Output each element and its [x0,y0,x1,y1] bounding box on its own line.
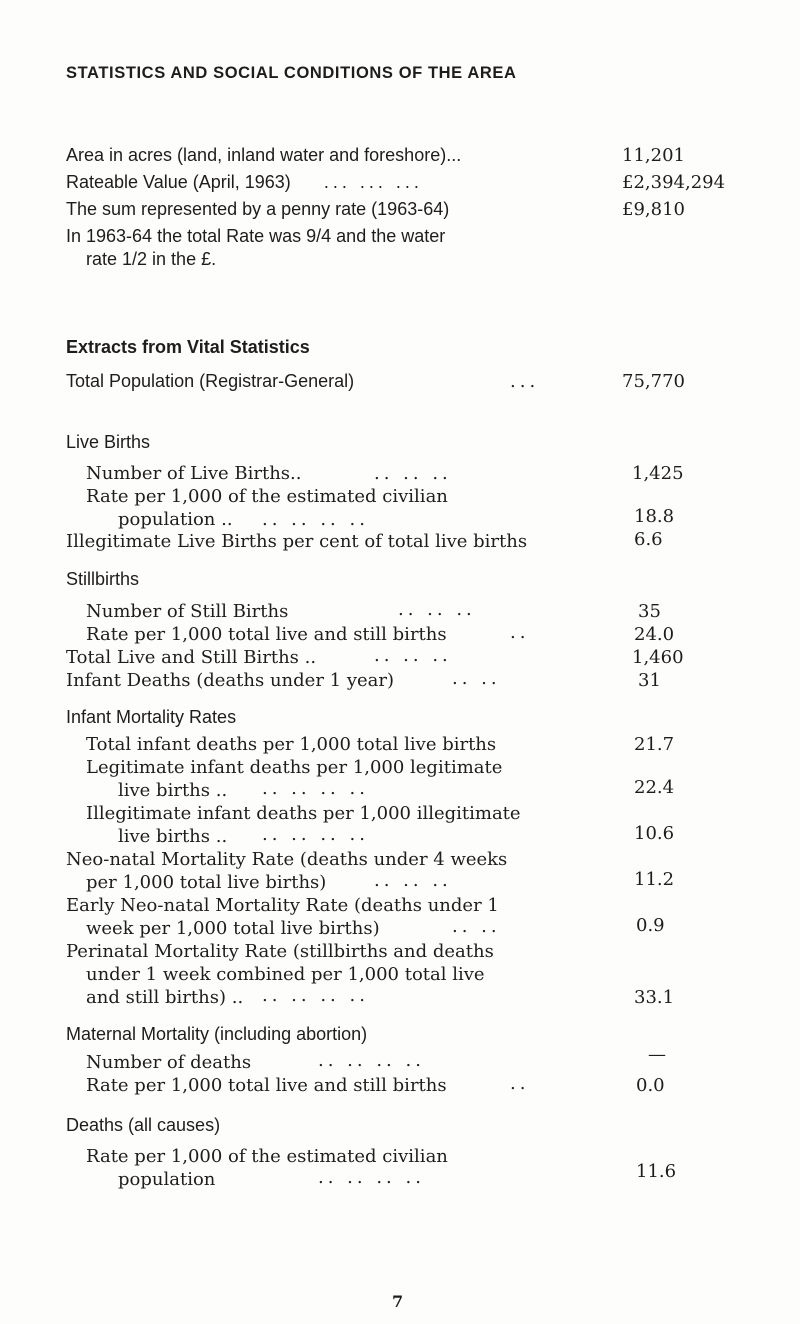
live-births-rate-dots: .. .. .. .. [262,509,369,530]
stillbirths-number-value: 35 [638,601,661,622]
area-row [66,144,461,167]
rateable-value-row [66,171,423,194]
early-neonatal-value: 0.9 [636,915,665,936]
maternal-number-label: Number of deaths [86,1052,252,1073]
infant-legit-line2: live births .. [118,780,228,801]
page-number: 7 [392,1292,404,1311]
live-births-rate-line2: population .. [118,509,233,530]
population-label: Total Population (Registrar-General) [66,371,355,391]
total-live-still-dots: .. .. .. [374,645,452,666]
penny-rate-label: The sum represented by a penny rate (1963-64) [66,199,450,219]
infant-illegit-line2: live births .. [118,826,228,847]
deaths-title: Deaths (all causes) [66,1115,221,1135]
neonatal-value: 11.2 [634,869,675,890]
page-heading: STATISTICS AND SOCIAL CONDITIONS OF THE AREA [66,64,517,82]
stillbirths-title: Stillbirths [66,569,140,589]
infant-illegit-dots: .. .. .. .. [262,824,369,845]
total-live-still-value: 1,460 [632,647,684,668]
infant-deaths-value: 31 [638,670,661,691]
perinatal-value: 33.1 [634,987,675,1008]
rateable-value-dots: ... ... ... [323,172,423,192]
maternal-rate-label: Rate per 1,000 total live and still births [86,1075,447,1096]
live-births-rate-value: 18.8 [634,506,675,527]
perinatal-line3: and still births) .. [86,987,244,1008]
deaths-rate-dots: .. .. .. .. [318,1167,425,1188]
live-births-title: Live Births [66,432,151,452]
maternal-mortality-title: Maternal Mortality (including abortion) [66,1024,368,1044]
maternal-number-dots: .. .. .. .. [318,1050,425,1071]
rateable-value-label: Rateable Value (April, 1963) [66,172,291,192]
infant-total-label: Total infant deaths per 1,000 total live births [86,734,497,755]
stillbirths-number-label: Number of Still Births [86,601,289,622]
rate-note-line1: In 1963-64 the total Rate was 9/4 and the water [66,226,446,246]
infant-illegit-line1: Illegitimate infant deaths per 1,000 illegitimate [86,803,521,824]
maternal-number-value: — [648,1044,666,1065]
stillbirths-rate-dots: .. [510,622,530,643]
neonatal-line1: Neo-natal Mortality Rate (deaths under 4 weeks [66,849,508,870]
illegitimate-births-label: Illegitimate Live Births per cent of total live births [66,531,528,552]
perinatal-line2: under 1 week combined per 1,000 total live [86,964,485,985]
live-births-number-dots: .. .. .. [374,463,452,484]
infant-deaths-dots: .. .. [452,668,501,689]
penny-rate-row [66,198,449,221]
neonatal-dots: .. .. .. [374,870,452,891]
vital-statistics-title: Extracts from Vital Statistics [66,337,310,357]
stillbirths-rate-value: 24.0 [634,624,675,645]
rate-note-line2: rate 1/2 in the £. [86,249,217,269]
area-value: 11,201 [622,145,685,166]
area-label: Area in acres (land, inland water and foreshore)... [66,145,462,165]
illegitimate-births-value: 6.6 [634,529,663,550]
early-neonatal-line2: week per 1,000 total live births) [86,918,380,939]
perinatal-dots: .. .. .. .. [262,985,369,1006]
infant-deaths-label: Infant Deaths (deaths under 1 year) [66,670,394,691]
stillbirths-number-dots: .. .. .. [398,599,476,620]
penny-rate-value: £9,810 [622,199,685,220]
infant-illegit-value: 10.6 [634,823,675,844]
infant-legit-value: 22.4 [634,777,675,798]
rateable-value-value: £2,394,294 [622,172,726,193]
population-dots: ... [510,371,540,392]
infant-legit-dots: .. .. .. .. [262,778,369,799]
stillbirths-rate-label: Rate per 1,000 total live and still births [86,624,447,645]
infant-total-value: 21.7 [634,734,675,755]
live-births-number-label: Number of Live Births.. [86,463,302,484]
neonatal-line2: per 1,000 total live births) [86,872,327,893]
maternal-rate-value: 0.0 [636,1075,665,1096]
maternal-rate-dots: .. [510,1073,530,1094]
deaths-rate-value: 11.6 [636,1161,677,1182]
early-neonatal-dots: .. .. [452,916,501,937]
perinatal-line1: Perinatal Mortality Rate (stillbirths and deaths [66,941,494,962]
population-value: 75,770 [622,371,685,392]
deaths-rate-line1: Rate per 1,000 of the estimated civilian [86,1146,448,1167]
deaths-rate-line2: population [118,1169,216,1190]
early-neonatal-line1: Early Neo-natal Mortality Rate (deaths under 1 [66,895,499,916]
population-row [66,370,354,393]
total-live-still-label: Total Live and Still Births .. [66,647,317,668]
live-births-rate-line1: Rate per 1,000 of the estimated civilian [86,486,448,507]
live-births-number-value: 1,425 [632,463,684,484]
infant-legit-line1: Legitimate infant deaths per 1,000 legitimate [86,757,503,778]
infant-mortality-title: Infant Mortality Rates [66,707,237,727]
